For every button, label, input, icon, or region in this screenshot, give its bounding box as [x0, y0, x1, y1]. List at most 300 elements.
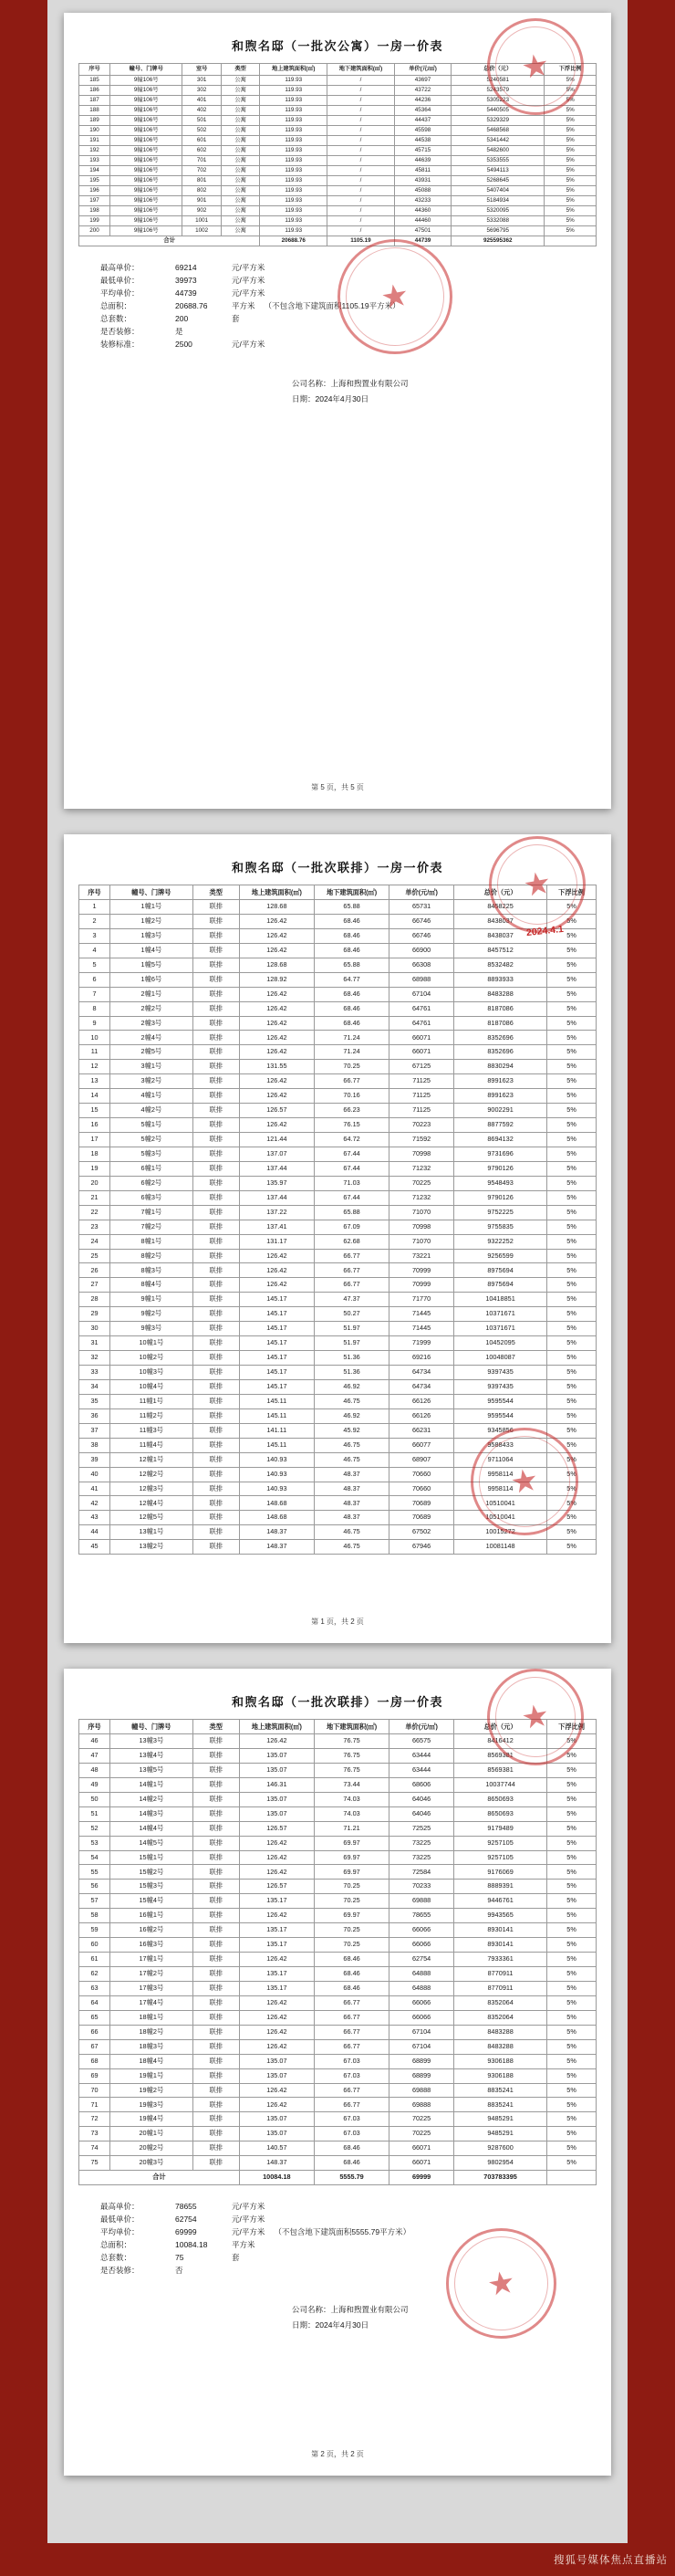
table-cell: 67104 — [389, 2025, 454, 2039]
table-cell: 45088 — [394, 185, 451, 195]
table-cell: 9幢106号 — [110, 105, 182, 115]
column-header: 单价(元/㎡) — [389, 885, 454, 900]
table-cell: 18幢2号 — [110, 2025, 193, 2039]
table-cell: 601 — [182, 135, 222, 145]
table-cell: 联排 — [192, 1525, 239, 1540]
table-cell: 42 — [79, 1496, 110, 1511]
table-cell: 公寓 — [221, 85, 260, 95]
table-cell: 32 — [79, 1351, 110, 1366]
column-header: 幢号、门牌号 — [110, 1720, 193, 1734]
table-cell: 119.93 — [260, 215, 327, 225]
table-cell: 联排 — [192, 1777, 239, 1792]
table-row — [79, 1438, 597, 1452]
table-cell: 186 — [79, 85, 110, 95]
table-cell: 140.57 — [239, 2141, 314, 2156]
table-cell: 145.17 — [239, 1336, 314, 1351]
table-cell: / — [327, 105, 395, 115]
table-cell: 联排 — [192, 1981, 239, 1995]
table-cell: 135.07 — [239, 2054, 314, 2068]
table-cell: 9 — [79, 1016, 110, 1031]
table-cell: 128.92 — [239, 972, 314, 987]
table-cell: 11幢1号 — [110, 1394, 193, 1408]
table-cell: 55 — [79, 1865, 110, 1880]
table-cell: / — [327, 215, 395, 225]
table-cell: 45598 — [394, 125, 451, 135]
table-cell: 11 — [79, 1045, 110, 1060]
table-cell: / — [327, 115, 395, 125]
table-cell: 2幢5号 — [110, 1045, 193, 1060]
table-cell: 5% — [547, 1496, 597, 1511]
table-cell: 71445 — [389, 1307, 454, 1322]
table-cell: 31 — [79, 1336, 110, 1351]
table-cell: 66308 — [389, 958, 454, 972]
table-cell: 5% — [547, 1438, 597, 1452]
table-cell: 5% — [547, 1031, 597, 1045]
table-cell: 9256599 — [454, 1249, 547, 1263]
table-cell: 51.97 — [314, 1336, 389, 1351]
table-cell: 44437 — [394, 115, 451, 125]
table-cell: 3 — [79, 928, 110, 943]
table-row — [79, 1161, 597, 1176]
table-cell: 126.42 — [239, 2010, 314, 2025]
table-cell: 36 — [79, 1408, 110, 1423]
table-cell: 9幢106号 — [110, 185, 182, 195]
table-cell: 联排 — [192, 1953, 239, 1967]
table-cell: 9755835 — [454, 1220, 547, 1234]
table-cell: 5% — [547, 1322, 597, 1336]
table-cell: 1幢2号 — [110, 914, 193, 928]
table-cell: 17 — [79, 1133, 110, 1147]
table-cell: 8893933 — [454, 972, 547, 987]
table-cell: 联排 — [192, 1118, 239, 1133]
table-cell: 66126 — [389, 1408, 454, 1423]
table-cell: 67104 — [389, 987, 454, 1001]
table-cell: 8 — [79, 1001, 110, 1016]
table-cell: 71.03 — [314, 1176, 389, 1190]
table-cell: 5% — [547, 2025, 597, 2039]
table-cell: 9322252 — [454, 1234, 547, 1249]
table-cell: 5% — [547, 1190, 597, 1205]
table-cell: 68.46 — [314, 2156, 389, 2171]
table-cell: 5% — [547, 1147, 597, 1161]
table-cell: 69 — [79, 2068, 110, 2083]
table-cell: 66.77 — [314, 1263, 389, 1278]
table-cell: 联排 — [192, 1060, 239, 1074]
table-cell: 802 — [182, 185, 222, 195]
table-cell: 502 — [182, 125, 222, 135]
total-below-area: 1105.19 — [327, 236, 395, 246]
table-cell: 5% — [547, 1792, 597, 1806]
table-cell: 66231 — [389, 1423, 454, 1438]
table-cell: 35 — [79, 1394, 110, 1408]
table-cell: 73 — [79, 2127, 110, 2141]
table-cell: 7933361 — [454, 1953, 547, 1967]
summary-line: 总面积： 20688.76 平方米 （不包含地下建筑面积1105.19平方米） — [100, 301, 400, 311]
table-cell: 12幢5号 — [110, 1511, 193, 1525]
table-cell: 701 — [182, 155, 222, 165]
page-number: 第 2 页，共 2 页 — [311, 2450, 364, 2458]
table-cell: 70689 — [389, 1496, 454, 1511]
table-cell: 66.77 — [314, 2039, 389, 2054]
table-cell: 17幢1号 — [110, 1953, 193, 1967]
table-cell: 15幢2号 — [110, 1865, 193, 1880]
table-cell: 9幢2号 — [110, 1307, 193, 1322]
table-cell: 联排 — [192, 1408, 239, 1423]
table-cell: 126.42 — [239, 1836, 314, 1850]
table-cell: 137.22 — [239, 1205, 314, 1220]
table-cell: 69.97 — [314, 1865, 389, 1880]
table-cell: 5% — [547, 1045, 597, 1060]
table-cell: 公寓 — [221, 215, 260, 225]
table-cell: / — [327, 85, 395, 95]
table-cell: 9幢106号 — [110, 135, 182, 145]
table-cell: 5% — [547, 2127, 597, 2141]
table-cell: 66.77 — [314, 1278, 389, 1293]
table-cell: 联排 — [192, 2112, 239, 2127]
table-cell: 67125 — [389, 1060, 454, 1074]
date-line: 日期：2024年4月30日 — [292, 2320, 369, 2330]
table-cell: 联排 — [192, 2098, 239, 2112]
table-cell: 46.92 — [314, 1408, 389, 1423]
table-cell: 65.88 — [314, 900, 389, 915]
table-row — [79, 1133, 597, 1147]
table-cell: 148.37 — [239, 1525, 314, 1540]
table-row — [79, 1031, 597, 1045]
table-cell: 66.77 — [314, 1995, 389, 2010]
column-header: 地下建筑面积(㎡) — [327, 64, 395, 76]
column-header: 幢号、门牌号 — [110, 64, 182, 76]
table-row — [79, 1953, 597, 1967]
total-label: 合计 — [79, 2171, 240, 2185]
table-cell: 64761 — [389, 1001, 454, 1016]
table-cell: 189 — [79, 115, 110, 125]
table-cell: 68.46 — [314, 987, 389, 1001]
table-cell: 联排 — [192, 1394, 239, 1408]
table-cell: 17幢4号 — [110, 1995, 193, 2010]
table-cell: 46.75 — [314, 1438, 389, 1452]
table-cell: 26 — [79, 1263, 110, 1278]
table-cell: 135.07 — [239, 1748, 314, 1763]
table-row — [79, 1263, 597, 1278]
column-header: 幢号、门牌号 — [110, 885, 193, 900]
table-cell: 5% — [547, 2083, 597, 2098]
table-cell: 5% — [545, 85, 597, 95]
table-cell: 5696795 — [452, 225, 545, 236]
table-cell: 50.27 — [314, 1307, 389, 1322]
table-cell: 121.44 — [239, 1133, 314, 1147]
table-cell: 12 — [79, 1060, 110, 1074]
table-cell: 50 — [79, 1792, 110, 1806]
table-cell: 119.93 — [260, 225, 327, 236]
table-cell: 8694132 — [454, 1133, 547, 1147]
table-cell: 128.68 — [239, 958, 314, 972]
table-cell: 66066 — [389, 1923, 454, 1938]
table-row — [79, 1278, 597, 1293]
table-cell: 5% — [547, 1366, 597, 1380]
table-cell: 10418851 — [454, 1293, 547, 1307]
table-cell: 18 — [79, 1147, 110, 1161]
table-cell: 联排 — [192, 1147, 239, 1161]
table-cell: 9幢106号 — [110, 125, 182, 135]
table-cell: 135.17 — [239, 1923, 314, 1938]
table-cell: 9802954 — [454, 2156, 547, 2171]
table-cell: 5% — [545, 185, 597, 195]
table-cell: 48.37 — [314, 1467, 389, 1482]
table-cell: 15幢3号 — [110, 1880, 193, 1894]
price-table-apartment — [78, 63, 597, 246]
table-cell: 145.11 — [239, 1408, 314, 1423]
table-cell: 3幢2号 — [110, 1074, 193, 1089]
table-cell: 70998 — [389, 1220, 454, 1234]
table-cell: 70225 — [389, 1176, 454, 1190]
table-row — [79, 1366, 597, 1380]
table-cell: 46 — [79, 1734, 110, 1749]
table-cell: 126.42 — [239, 1249, 314, 1263]
table-cell: 145.17 — [239, 1366, 314, 1380]
table-cell: 67.44 — [314, 1190, 389, 1205]
table-row — [79, 2068, 597, 2083]
table-row — [79, 2141, 597, 2156]
column-header: 地下建筑面积(㎡) — [314, 1720, 389, 1734]
table-cell: 5305223 — [452, 95, 545, 105]
table-cell: 39 — [79, 1452, 110, 1467]
column-header: 下浮比例 — [547, 1720, 597, 1734]
table-row — [79, 95, 597, 105]
table-cell: 联排 — [192, 1379, 239, 1394]
table-cell: 74.03 — [314, 1806, 389, 1821]
table-cell: 3幢1号 — [110, 1060, 193, 1074]
table-cell: 公寓 — [221, 155, 260, 165]
table-row — [79, 1734, 597, 1749]
table-cell: 119.93 — [260, 115, 327, 125]
table-cell: 66071 — [389, 2141, 454, 2156]
table-cell: 63444 — [389, 1763, 454, 1777]
table-row — [79, 1467, 597, 1482]
total-above-area: 10084.18 — [239, 2171, 314, 2185]
table-cell: 126.42 — [239, 1995, 314, 2010]
table-cell: 9幢106号 — [110, 215, 182, 225]
table-cell: 43 — [79, 1511, 110, 1525]
table-cell: 9446761 — [454, 1894, 547, 1909]
table-cell: 145.11 — [239, 1438, 314, 1452]
table-row — [79, 1118, 597, 1133]
table-cell: 8650693 — [454, 1792, 547, 1806]
table-cell: 11幢3号 — [110, 1423, 193, 1438]
table-cell: 9幢106号 — [110, 225, 182, 236]
table-cell: 18幢3号 — [110, 2039, 193, 2054]
table-cell: 6 — [79, 972, 110, 987]
table-cell: 56 — [79, 1880, 110, 1894]
table-cell: 9幢106号 — [110, 175, 182, 185]
table-cell: 1幢1号 — [110, 900, 193, 915]
table-row — [79, 1293, 597, 1307]
table-cell: 10510041 — [454, 1511, 547, 1525]
total-unit-price: 69999 — [389, 2171, 454, 2185]
table-cell: 66.77 — [314, 2010, 389, 2025]
table-cell: 联排 — [192, 1806, 239, 1821]
table-row — [79, 2127, 597, 2141]
table-cell: 9幢1号 — [110, 1293, 193, 1307]
table-cell: 135.17 — [239, 1938, 314, 1953]
table-cell: / — [327, 185, 395, 195]
table-cell: 4 — [79, 943, 110, 958]
document-page-2 — [64, 834, 611, 1643]
table-cell: 9幢106号 — [110, 165, 182, 175]
table-cell: 5% — [545, 75, 597, 85]
summary-line: 总套数： 200 套 — [100, 314, 240, 324]
table-cell: 119.93 — [260, 135, 327, 145]
table-row — [79, 914, 597, 928]
table-cell: 9588433 — [454, 1438, 547, 1452]
table-cell: 5% — [545, 105, 597, 115]
table-cell: 145.17 — [239, 1351, 314, 1366]
column-header: 序号 — [79, 64, 110, 76]
table-cell: 70.16 — [314, 1089, 389, 1104]
table-cell: 联排 — [192, 1016, 239, 1031]
table-cell: 46.75 — [314, 1540, 389, 1555]
table-cell: 9731696 — [454, 1147, 547, 1161]
table-cell: / — [327, 125, 395, 135]
table-cell: 49 — [79, 1777, 110, 1792]
table-cell: 66071 — [389, 1045, 454, 1060]
table-cell: 5幢2号 — [110, 1133, 193, 1147]
summary-block — [100, 261, 611, 351]
table-cell: 8991623 — [454, 1074, 547, 1089]
table-cell: 65 — [79, 2010, 110, 2025]
table-cell: 67.44 — [314, 1147, 389, 1161]
table-cell: 48.37 — [314, 1511, 389, 1525]
table-cell: 8889391 — [454, 1880, 547, 1894]
table-cell: 126.42 — [239, 987, 314, 1001]
table-row — [79, 1748, 597, 1763]
table-cell: 66.77 — [314, 2083, 389, 2098]
table-cell: 140.93 — [239, 1482, 314, 1496]
table-cell: 6幢2号 — [110, 1176, 193, 1190]
table-cell: 145.17 — [239, 1307, 314, 1322]
column-header: 下浮比例 — [547, 885, 597, 900]
table-cell: 8438037 — [454, 928, 547, 943]
table-cell: 76.75 — [314, 1763, 389, 1777]
table-cell: 702 — [182, 165, 222, 175]
table-cell: 13幢4号 — [110, 1748, 193, 1763]
page-title: 和煦名邸（一批次公寓）一房一价表 — [231, 39, 443, 53]
total-unit-price: 44739 — [394, 236, 451, 246]
table-cell: 8幢3号 — [110, 1263, 193, 1278]
table-cell: 5% — [547, 987, 597, 1001]
table-cell: 联排 — [192, 1482, 239, 1496]
table-cell: 5494113 — [452, 165, 545, 175]
table-cell: 47501 — [394, 225, 451, 236]
table-cell: 18幢1号 — [110, 2010, 193, 2025]
table-cell: 5% — [547, 1161, 597, 1176]
table-cell: 195 — [79, 175, 110, 185]
table-cell: 65731 — [389, 900, 454, 915]
column-header: 类型 — [192, 1720, 239, 1734]
table-row — [79, 135, 597, 145]
table-cell: 公寓 — [221, 145, 260, 155]
document-page-3 — [64, 1669, 611, 2476]
table-row — [79, 1511, 597, 1525]
table-cell: 7 — [79, 987, 110, 1001]
table-cell: 1 — [79, 900, 110, 915]
table-header-row — [79, 885, 597, 900]
table-row — [79, 2010, 597, 2025]
table-cell: 193 — [79, 155, 110, 165]
table-cell: 46.75 — [314, 1525, 389, 1540]
table-row — [79, 165, 597, 175]
summary-line: 是否装修： 否 — [100, 2266, 183, 2276]
table-cell: 5 — [79, 958, 110, 972]
table-cell: 70223 — [389, 1118, 454, 1133]
table-row — [79, 2025, 597, 2039]
table-cell: 5% — [547, 1880, 597, 1894]
table-cell: 57 — [79, 1894, 110, 1909]
table-cell: 66746 — [389, 914, 454, 928]
table-cell: 5% — [547, 1511, 597, 1525]
table-cell: 5% — [547, 972, 597, 987]
table-cell: 68899 — [389, 2068, 454, 2083]
table-cell: 5% — [547, 1850, 597, 1865]
table-row — [79, 1336, 597, 1351]
table-cell: 51 — [79, 1806, 110, 1821]
table-cell: 902 — [182, 205, 222, 215]
table-cell: 44460 — [394, 215, 451, 225]
table-cell: 5% — [547, 1953, 597, 1967]
table-cell: 145.17 — [239, 1379, 314, 1394]
table-cell: 70225 — [389, 2112, 454, 2127]
table-cell: 2幢1号 — [110, 987, 193, 1001]
table-cell: 5% — [545, 125, 597, 135]
table-cell: 71125 — [389, 1104, 454, 1118]
table-cell: 10452095 — [454, 1336, 547, 1351]
table-cell: 64888 — [389, 1981, 454, 1995]
table-cell: 10015272 — [454, 1525, 547, 1540]
table-cell: 联排 — [192, 1045, 239, 1060]
table-cell: 68.46 — [314, 1016, 389, 1031]
table-cell: 62 — [79, 1967, 110, 1982]
table-cell: 135.07 — [239, 2127, 314, 2141]
table-cell: 1幢5号 — [110, 958, 193, 972]
table-cell: 公寓 — [221, 115, 260, 125]
table-cell: 联排 — [192, 1351, 239, 1366]
table-cell: / — [327, 155, 395, 165]
table-cell: 9幢106号 — [110, 155, 182, 165]
table-cell: 72525 — [389, 1821, 454, 1836]
table-cell: 126.42 — [239, 1074, 314, 1089]
table-cell: 126.42 — [239, 2039, 314, 2054]
table-cell: 5% — [547, 1118, 597, 1133]
table-cell: 28 — [79, 1293, 110, 1307]
table-cell: 126.42 — [239, 1734, 314, 1749]
table-cell: 5% — [547, 1060, 597, 1074]
table-cell: 70 — [79, 2083, 110, 2098]
table-cell: 9287600 — [454, 2141, 547, 2156]
table-row — [79, 2156, 597, 2171]
table-cell: 65.88 — [314, 958, 389, 972]
table-cell: 5% — [545, 155, 597, 165]
table-cell: 40 — [79, 1467, 110, 1482]
table-row — [79, 1220, 597, 1234]
table-cell: 61 — [79, 1953, 110, 1967]
table-cell: 70225 — [389, 2127, 454, 2141]
table-cell: 5% — [545, 225, 597, 236]
table-cell: 126.42 — [239, 1278, 314, 1293]
table-row — [79, 987, 597, 1001]
table-cell: 5% — [547, 1394, 597, 1408]
table-cell: 69216 — [389, 1351, 454, 1366]
table-cell: 9002291 — [454, 1104, 547, 1118]
table-row — [79, 1909, 597, 1923]
